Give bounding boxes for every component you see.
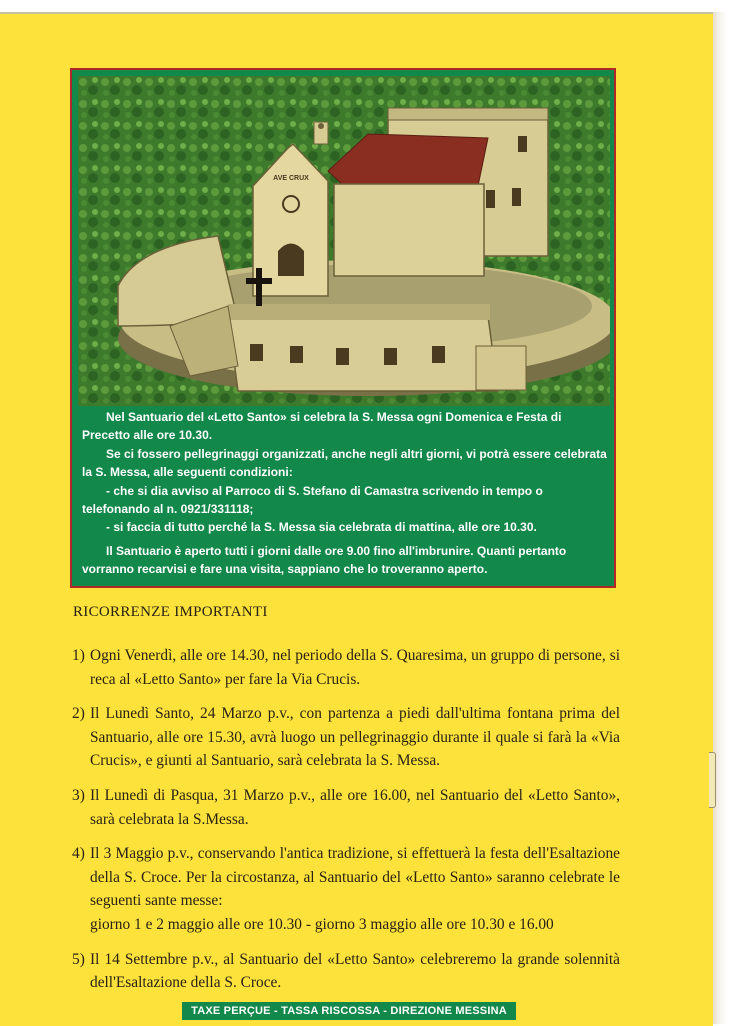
item-text: Il Lunedì di Pasqua, 31 Marzo p.v., alle ore 16.00, nel Santuario del «Letto Santo», sarà celebrata la S.Messa. [90,786,620,828]
caption-paragraph: Nel Santuario del «Letto Santo» si celebra la S. Messa ogni Domenica e Festa di Precetto alle ore 10.30. [82,410,562,443]
staple [709,752,716,808]
list-item [72,842,620,936]
item-text: Il 14 Settembre p.v., al Santuario del «Letto Santo» celebreremo la grande solennità dell'Esaltazione della S. Croce. [90,950,620,992]
item-number: 1) [72,647,85,664]
caption-paragraph: - si faccia di tutto perché la S. Messa sia celebrata di mattina, alle ore 10.30. [106,520,537,535]
section-title: RICORRENZE IMPORTANTI [73,604,268,620]
item-number: 4) [72,845,85,863]
caption-paragraph: - che si dia avviso al Parroco di S. Stefano di Camastra scrivendo in tempo o telefonando al n. 0921/331118; [82,483,543,517]
list-item [72,948,620,995]
item-text-block [90,842,620,936]
list-item [72,644,620,691]
item-text: Ogni Venerdì, alle ore 14.30, nel periodo della S. Quaresima, un gruppo di persone, si reca al «Letto Santo» per fare la Via Crucis. [90,647,620,688]
postage-band: TAXE PERÇUE - TASSA RISCOSSA - DIREZIONE MESSINA [182,1002,516,1020]
item-number: 5) [72,950,85,968]
item-text: Il Lunedì Santo, 24 Marzo p.v., con partenza a piedi dall'ultima fontana prima del Santuario, alle ore 15.30, avrà luogo un pellegrinaggio durante il quale si farà la «Via Crucis», e giunti al Santuario, sarà celebrata la S. Messa. [90,705,620,770]
caption-paragraph: Se ci fossero pellegrinaggi organizzati, anche negli altri giorni, vi potrà essere celebrata la S. Messa, alle seguenti condizioni: [82,446,607,480]
item-number: 2) [72,705,85,723]
sanctuary-photo-box [70,68,616,588]
page-edge [713,12,747,1024]
caption-paragraph: Il Santuario è aperto tutti i giorni dalle ore 9.00 fino all'imbrunire. Quanti pertanto vorranno recarvisi e fare una visita, sappiano che lo troveranno aperto. [82,543,567,577]
item-number: 3) [72,786,85,804]
list-item [72,702,620,773]
list-item [72,784,620,831]
sanctuary-photo [78,76,610,406]
events-list [72,644,620,1006]
sanctuary-illustration [78,76,610,406]
item-text: Il 3 Maggio p.v., conservando l'antica tradizione, si effettuerà la festa dell'Esaltazione della S. Croce. Per la circostanza, al Santuario del «Letto Santo» saranno celebrate le seguenti sante messe: [90,845,620,910]
facade-inscription: AVE CRUX [273,175,309,182]
photo-caption [82,408,608,579]
item-schedule: giorno 1 e 2 maggio alle ore 10.30 - giorno 3 maggio alle ore 10.30 e 16.00 [90,915,554,933]
